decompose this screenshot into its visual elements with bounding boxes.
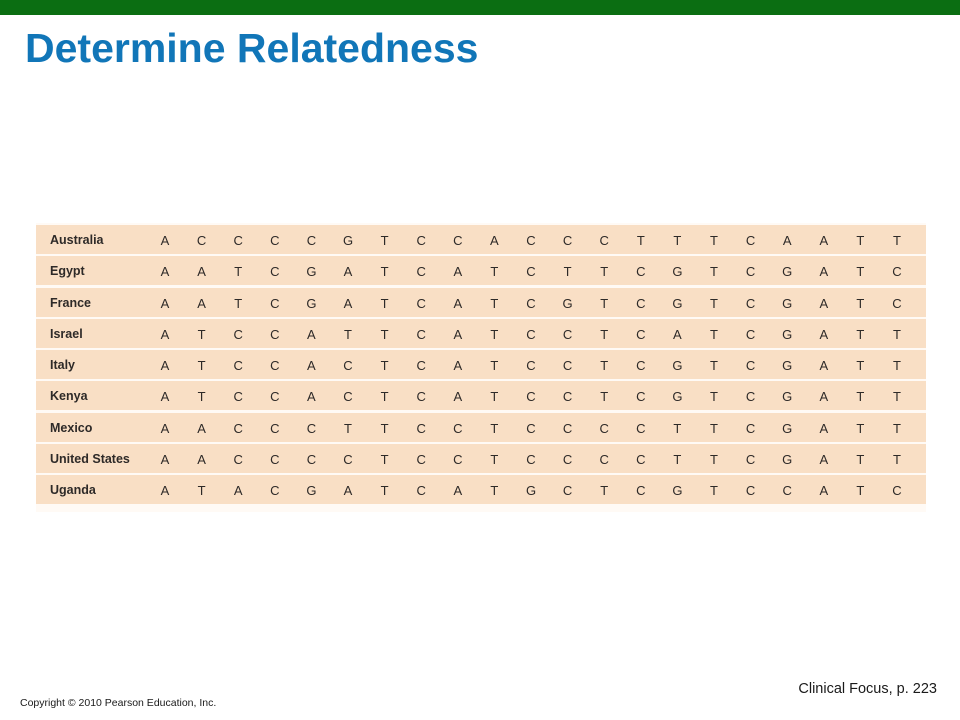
nucleotide-cell: C [636,451,646,467]
nucleotide-cell: T [490,295,499,311]
country-label: Israel [50,326,83,341]
nucleotide-cell: T [856,420,865,436]
nucleotide-cell: T [344,326,352,342]
nucleotide-cell: T [710,233,718,248]
nucleotide-cell: T [234,295,243,311]
nucleotide-cell: A [343,264,353,280]
nucleotide-cell: C [562,358,573,373]
nucleotide-cell: A [819,389,829,405]
nucleotide-cell: T [710,451,718,467]
nucleotide-cell: C [782,483,792,498]
nucleotide-cell: A [453,483,463,498]
table-row [36,350,926,379]
nucleotide-cell: A [819,451,829,467]
nucleotide-cell: A [453,358,463,373]
nucleotide-cell: C [196,233,207,248]
slide-title: Determine Relatedness [25,25,479,71]
nucleotide-cell: T [893,389,901,405]
nucleotide-cell: C [892,264,902,280]
nucleotide-cell: C [636,483,646,498]
nucleotide-cell: T [856,451,865,467]
nucleotide-cell: C [306,420,317,436]
nucleotide-cell: C [233,389,243,405]
nucleotide-cell: T [490,389,499,405]
source-citation: Clinical Focus, p. 223 [798,681,937,697]
nucleotide-cell: C [270,451,280,467]
nucleotide-cell: G [782,451,793,467]
nucleotide-cell: T [710,389,718,405]
nucleotide-cell: C [416,358,426,373]
nucleotide-cell: C [453,233,463,248]
nucleotide-cell: A [307,326,316,342]
nucleotide-cell: G [672,264,683,280]
nucleotide-cell: G [342,233,354,248]
nucleotide-cell: C [270,233,280,248]
nucleotide-cell: A [819,233,829,248]
nucleotide-cell: T [710,420,718,436]
nucleotide-cell: C [636,264,646,280]
nucleotide-cell: T [490,358,499,373]
nucleotide-cell: C [416,264,426,280]
table-row [36,413,926,442]
table-row [36,475,926,504]
nucleotide-cell: T [380,264,389,280]
nucleotide-cell: T [380,451,389,467]
nucleotide-cell: T [600,264,609,280]
nucleotide-cell: C [416,389,426,405]
nucleotide-cell: C [599,420,609,436]
country-label: France [50,295,91,310]
nucleotide-cell: C [343,451,353,467]
nucleotide-cell: C [562,420,573,436]
nucleotide-cell: T [197,483,206,498]
nucleotide-cell: T [893,233,901,248]
nucleotide-cell: T [893,420,901,436]
nucleotide-cell: T [710,326,718,342]
nucleotide-cell: G [782,389,793,405]
nucleotide-cell: G [782,295,793,311]
nucleotide-cell: C [526,233,536,248]
country-label: Egypt [50,264,85,279]
nucleotide-cell: G [782,264,793,280]
nucleotide-cell: C [636,358,646,373]
nucleotide-cell: C [416,420,426,436]
nucleotide-cell: C [745,389,756,405]
country-label: Mexico [50,420,93,435]
nucleotide-cell: T [893,358,901,373]
nucleotide-cell: C [416,483,426,498]
nucleotide-cell: A [160,264,170,280]
nucleotide-cell: T [600,326,609,342]
nucleotide-cell: T [490,451,499,467]
nucleotide-cell: C [745,326,756,342]
table-row [36,225,926,254]
nucleotide-cell: G [672,483,683,498]
nucleotide-cell: A [197,420,206,436]
nucleotide-cell: T [673,451,682,467]
nucleotide-cell: C [306,233,317,248]
table-row [36,288,926,317]
nucleotide-cell: C [270,483,280,498]
nucleotide-cell: T [344,420,352,436]
nucleotide-cell: T [856,483,865,498]
country-label: Australia [50,233,104,247]
nucleotide-cell: C [233,326,243,342]
nucleotide-cell: C [745,264,756,280]
nucleotide-cell: A [160,295,170,311]
nucleotide-cell: C [270,295,280,311]
nucleotide-cell: A [197,264,206,280]
nucleotide-cell: C [636,326,646,342]
nucleotide-cell: C [562,389,573,405]
nucleotide-cell: C [526,358,536,373]
country-label: Uganda [50,483,96,497]
nucleotide-cell: C [636,420,646,436]
nucleotide-cell: C [343,389,353,405]
nucleotide-cell: C [416,233,426,248]
nucleotide-cell: C [892,483,902,498]
nucleotide-cell: C [526,295,536,311]
nucleotide-cell: A [160,358,170,373]
country-label: Italy [50,358,76,372]
nucleotide-cell: C [270,389,280,405]
nucleotide-cell: A [197,295,206,311]
nucleotide-cell: G [562,295,573,311]
copyright-notice: Copyright © 2010 Pearson Education, Inc. [20,697,217,709]
nucleotide-cell: T [234,264,243,280]
nucleotide-cell: T [600,358,609,373]
nucleotide-cell: T [380,295,389,311]
nucleotide-cell: A [343,483,353,498]
nucleotide-cell: T [673,420,682,436]
nucleotide-cell: C [526,264,536,280]
nucleotide-cell: A [160,389,170,405]
nucleotide-cell: A [453,264,463,280]
country-label: Kenya [50,389,88,404]
nucleotide-cell: A [453,295,463,311]
table-row [36,319,926,348]
nucleotide-cell: A [197,451,206,467]
nucleotide-cell: C [745,295,756,311]
nucleotide-cell: C [636,295,646,311]
nucleotide-cell: A [819,358,829,373]
country-label: United States [50,451,130,466]
nucleotide-cell: C [599,451,609,467]
nucleotide-cell: A [819,420,829,436]
nucleotide-cell: C [562,326,573,342]
nucleotide-cell: T [380,420,389,436]
nucleotide-cell: A [160,420,170,436]
nucleotide-cell: C [562,233,573,248]
nucleotide-cell: C [270,420,280,436]
nucleotide-cell: C [562,483,573,498]
nucleotide-cell: C [599,233,609,248]
nucleotide-cell: T [893,451,901,467]
sequence-table [36,223,926,512]
nucleotide-cell: C [745,451,756,467]
nucleotide-cell: A [819,264,829,280]
nucleotide-cell: T [856,326,865,342]
nucleotide-cell: C [270,326,280,342]
nucleotide-cell: C [745,420,756,436]
nucleotide-cell: G [306,264,317,280]
nucleotide-cell: C [233,451,243,467]
nucleotide-cell: A [160,451,170,467]
nucleotide-cell: C [416,326,426,342]
table-row [36,381,926,410]
nucleotide-cell: A [453,326,463,342]
nucleotide-cell: T [380,389,389,405]
nucleotide-cell: C [745,483,756,498]
nucleotide-cell: T [380,483,389,498]
nucleotide-cell: T [710,483,718,498]
nucleotide-cell: T [490,264,499,280]
nucleotide-cell: T [673,233,682,248]
nucleotide-cell: G [306,295,317,311]
nucleotide-cell: T [636,233,645,248]
nucleotide-cell: C [233,358,243,373]
nucleotide-cell: A [160,326,170,342]
nucleotide-cell: T [600,295,609,311]
nucleotide-cell: G [306,483,317,498]
nucleotide-cell: T [856,233,865,248]
nucleotide-cell: A [453,389,463,405]
nucleotide-cell: T [600,389,609,405]
nucleotide-cell: T [710,295,718,311]
nucleotide-cell: C [270,358,280,373]
nucleotide-cell: C [526,451,536,467]
nucleotide-cell: C [636,389,646,405]
nucleotide-cell: T [197,389,206,405]
nucleotide-cell: A [233,483,243,498]
nucleotide-cell: T [563,264,572,280]
nucleotide-cell: A [819,295,829,311]
nucleotide-cell: C [416,295,426,311]
nucleotide-cell: C [745,358,756,373]
nucleotide-cell: T [710,264,718,280]
nucleotide-cell: G [782,420,793,436]
nucleotide-cell: C [453,420,463,436]
nucleotide-cell: T [856,295,865,311]
nucleotide-cell: G [782,358,793,373]
nucleotide-cell: T [490,326,499,342]
nucleotide-cell: C [270,264,280,280]
nucleotide-cell: A [343,295,353,311]
nucleotide-cell: T [856,358,865,373]
nucleotide-cell: A [673,326,682,342]
nucleotide-cell: T [490,420,499,436]
nucleotide-cell: C [233,233,243,248]
nucleotide-cell: C [745,233,756,248]
nucleotide-cell: T [380,326,389,342]
table-row [36,444,926,473]
nucleotide-cell: A [160,483,170,498]
nucleotide-cell: T [490,483,499,498]
nucleotide-cell: A [307,389,316,405]
nucleotide-cell: T [197,326,206,342]
nucleotide-cell: G [672,295,683,311]
nucleotide-cell: G [672,389,683,405]
nucleotide-cell: A [782,233,792,248]
nucleotide-cell: G [672,358,683,373]
nucleotide-cell: C [453,451,463,467]
nucleotide-cell: T [197,358,206,373]
nucleotide-cell: C [306,451,317,467]
nucleotide-cell: C [526,326,536,342]
nucleotide-cell: C [892,295,902,311]
nucleotide-cell: T [893,326,901,342]
nucleotide-cell: T [600,483,609,498]
nucleotide-cell: C [416,451,426,467]
nucleotide-cell: G [782,326,793,342]
table-row [36,256,926,285]
nucleotide-cell: C [343,358,353,373]
nucleotide-cell: T [856,389,865,405]
nucleotide-cell: T [856,264,865,280]
nucleotide-cell: C [526,389,536,405]
nucleotide-cell: C [233,420,243,436]
nucleotide-cell: G [525,483,537,498]
nucleotide-cell: A [819,483,829,498]
nucleotide-cell: C [562,451,573,467]
nucleotide-cell: T [710,358,718,373]
nucleotide-cell: T [380,358,389,373]
nucleotide-cell: A [160,233,170,248]
nucleotide-cell: A [490,233,499,248]
nucleotide-cell: A [307,358,316,373]
nucleotide-cell: C [526,420,536,436]
nucleotide-cell: T [380,233,389,248]
top-bar [0,0,960,15]
nucleotide-cell: A [819,326,829,342]
